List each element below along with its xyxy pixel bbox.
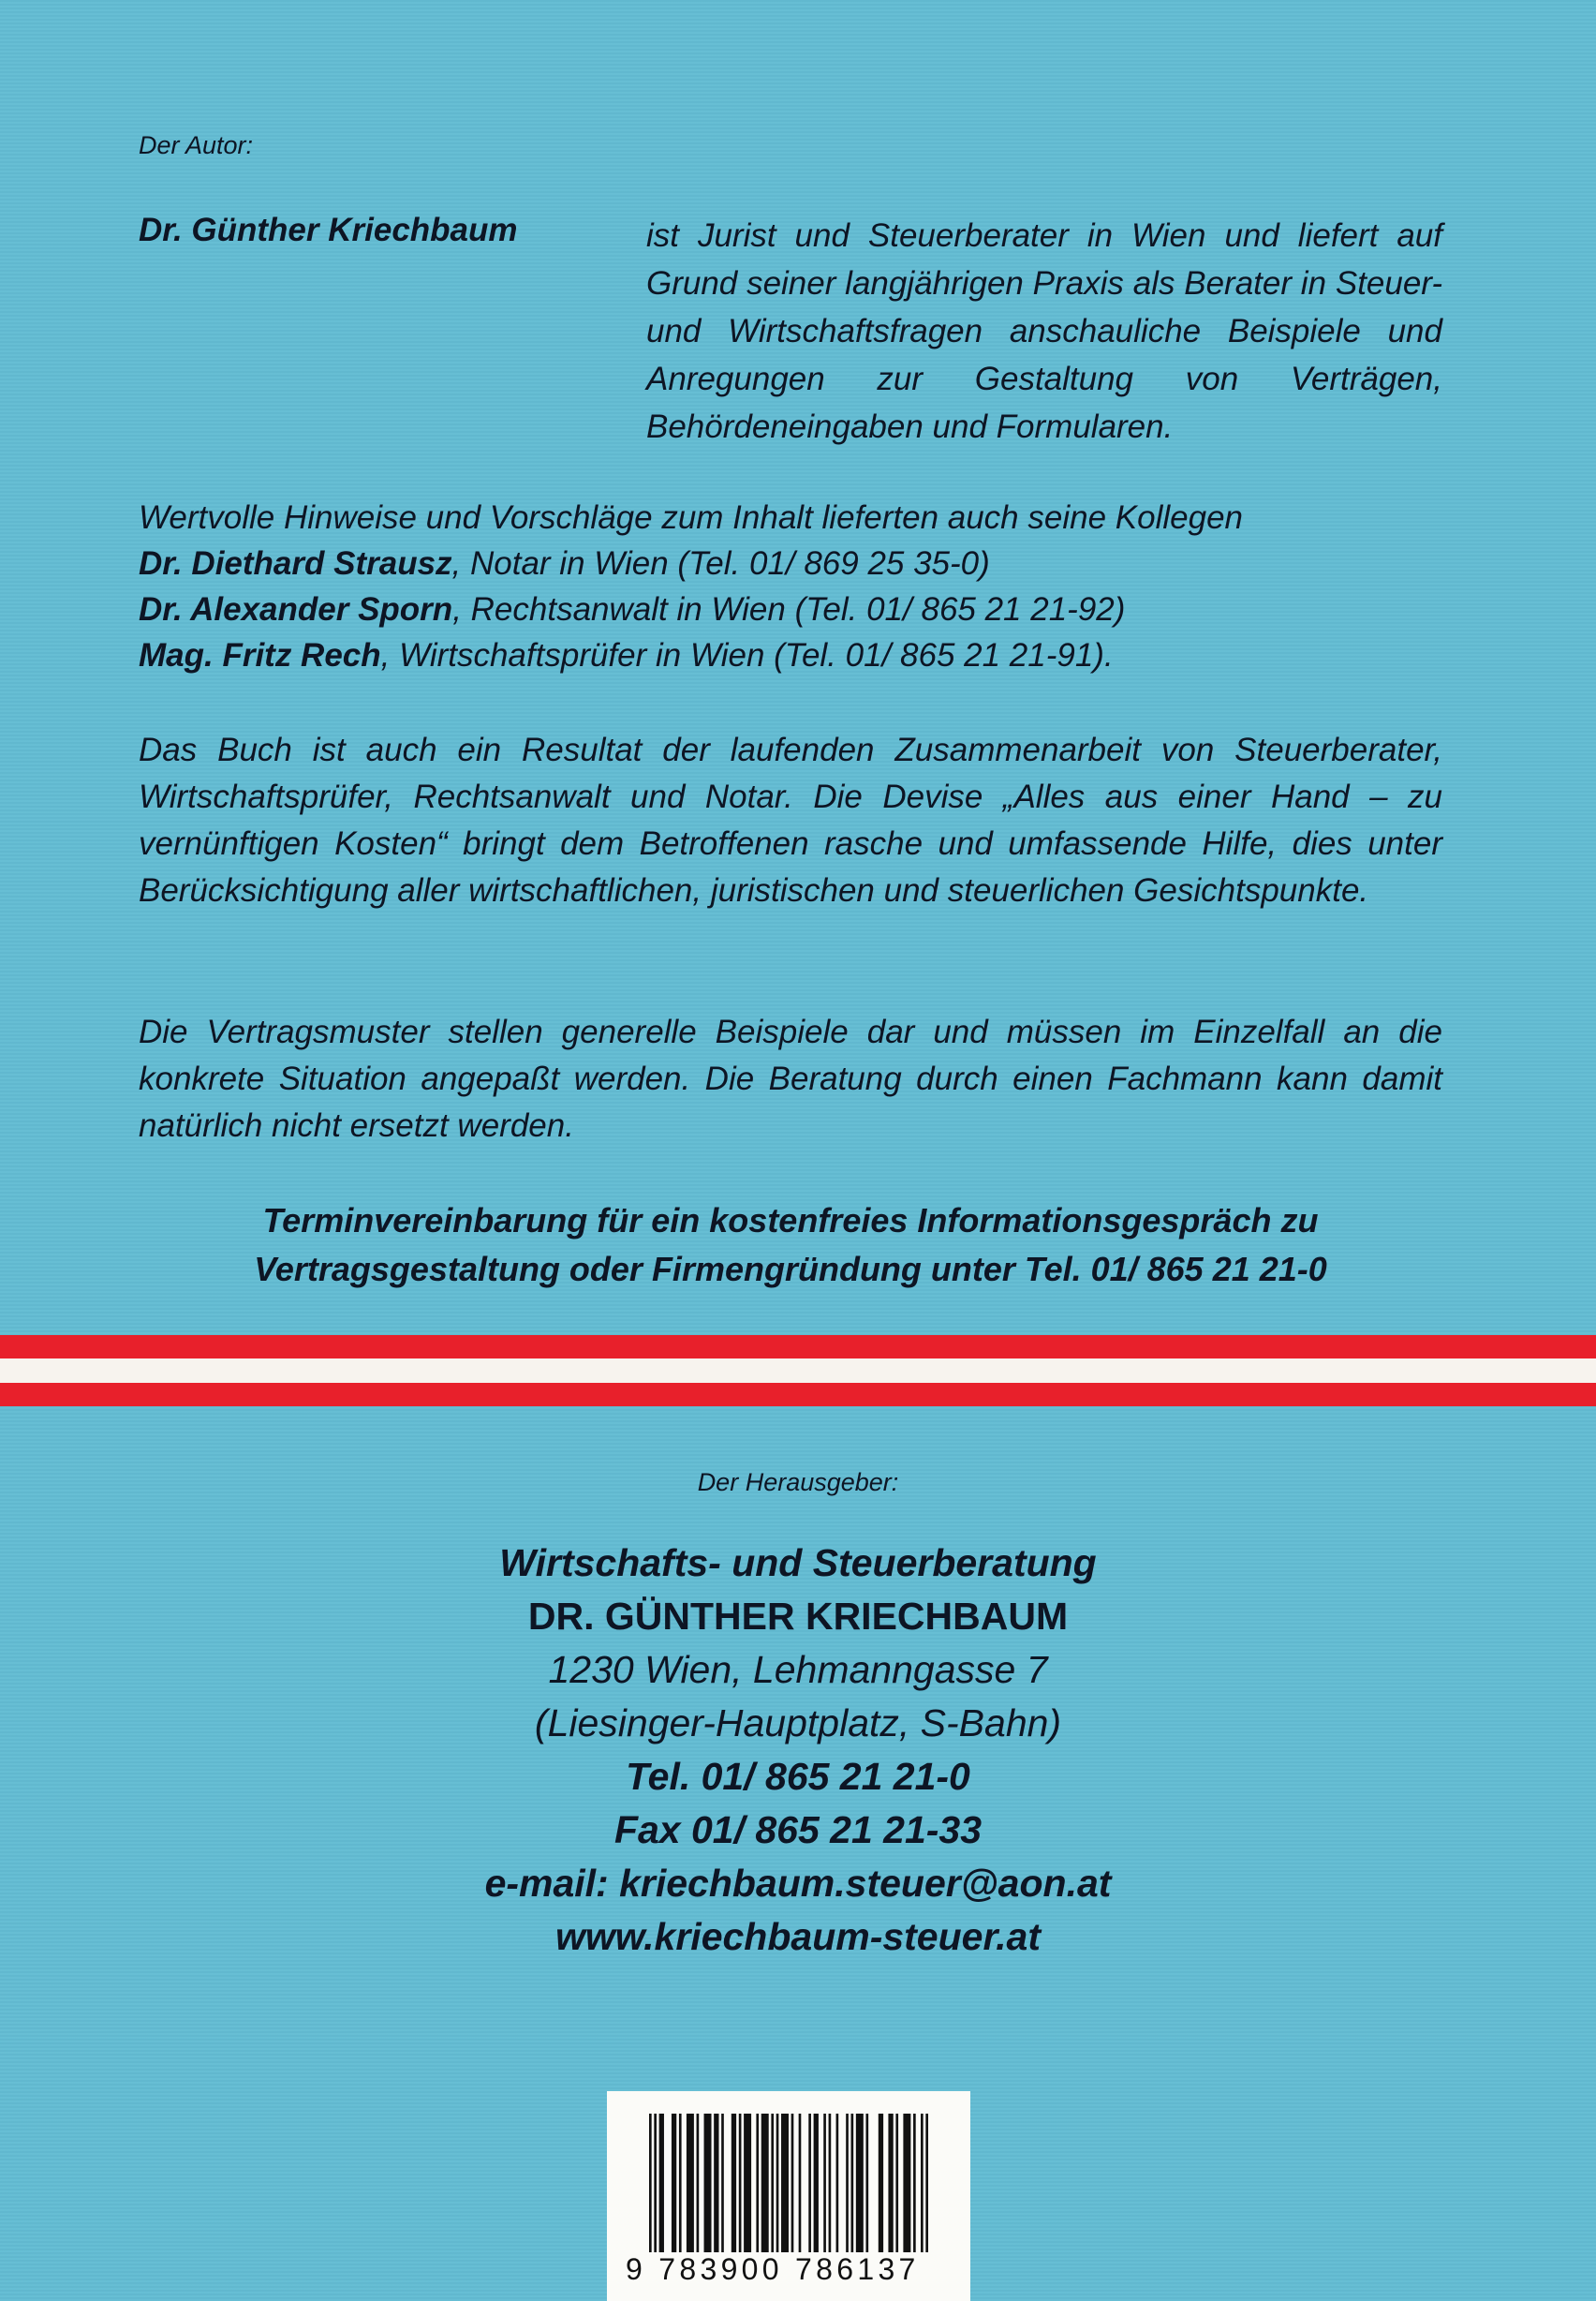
barcode-bar	[756, 2114, 759, 2252]
disclaimer-paragraph: Die Vertragsmuster stellen generelle Beispiele dar und müssen im Einzelfall an die konkrete Situation angepaßt werden. Die Beratung durch einen Fachmann kann damit natürlich nicht ersetzt werden.	[139, 1014, 1442, 1144]
colleague-entry	[139, 586, 1442, 632]
barcode-bar	[925, 2114, 928, 2252]
publisher-name: DR. GÜNTHER KRIECHBAUM	[527, 1595, 1069, 1638]
barcode-bar	[679, 2114, 682, 2252]
cta-line-2: Vertragsgestaltung oder Firmengründung unter Tel. 01/ 865 21 21-0	[254, 1250, 1327, 1288]
barcode-bar	[791, 2114, 794, 2252]
publisher-website: www.kriechbaum-steuer.at	[555, 1915, 1041, 1958]
barcode-bar	[846, 2114, 849, 2252]
colleague-entry	[139, 541, 1442, 586]
collaboration-paragraph: Das Buch ist auch ein Resultat der laufenden Zusammenarbeit von Steuerberater, Wirtschaftsprüfer, Rechtsanwalt und Notar. Die Devise „Alles aus einer Hand – zu vernünftigen Kosten“ bringt dem Betroffenen rasche und umfassende Hilfe, dies unter Berücksichtigung aller wirtschaftlichen, juristischen und steuerlichen Gesichtspunkte.	[139, 732, 1442, 909]
barcode-bar	[808, 2114, 811, 2252]
isbn-number: 9 783900 786137	[626, 2252, 920, 2286]
barcode-bar	[921, 2114, 924, 2252]
flag-white-stripe	[0, 1358, 1596, 1382]
barcode-bar	[823, 2114, 826, 2252]
barcode-bar	[732, 2114, 736, 2252]
barcode-bar	[654, 2114, 657, 2252]
colleague-detail: , Wirtschaftsprüfer in Wien (Tel. 01/ 865 21 21-91).	[380, 637, 1114, 674]
colleague-entry	[139, 632, 1442, 678]
barcode-bar	[704, 2114, 712, 2252]
colleagues-intro: Wertvolle Hinweise und Vorschläge zum Inhalt lieferten auch seine Kollegen	[139, 499, 1243, 536]
barcode-bar	[697, 2114, 700, 2252]
barcode-bar	[714, 2114, 718, 2252]
publisher-fax: Fax 01/ 865 21 21-33	[613, 1808, 983, 1851]
barcode-bar	[687, 2114, 694, 2252]
author-name: Dr. Günther Kriechbaum	[139, 212, 518, 248]
barcode-bar	[851, 2114, 854, 2252]
publisher-phone: Tel. 01/ 865 21 21-0	[626, 1755, 970, 1798]
publisher-block	[0, 1536, 1596, 1964]
barcode-bars	[649, 2114, 928, 2252]
barcode-bar	[865, 2114, 868, 2252]
barcode-bar	[903, 2114, 910, 2252]
barcode-bar	[913, 2114, 916, 2252]
barcode-bar	[739, 2114, 742, 2252]
barcode-bar	[856, 2114, 864, 2252]
barcode-bar	[771, 2114, 774, 2252]
barcode-bar	[776, 2114, 779, 2252]
publisher-firm: Wirtschafts- und Steuerberatung	[499, 1541, 1097, 1584]
colleague-detail: , Rechtsanwalt in Wien (Tel. 01/ 865 21 21-92)	[452, 591, 1126, 628]
publisher-address: 1230 Wien, Lehmanngasse 7	[548, 1648, 1048, 1691]
colleagues-block	[139, 495, 1442, 678]
barcode-bar	[836, 2114, 839, 2252]
appointment-call-to-action	[139, 1196, 1442, 1294]
barcode-bar	[888, 2114, 893, 2252]
author-section-label: Der Autor:	[139, 131, 254, 159]
barcode-bar	[879, 2114, 883, 2252]
flag-red-stripe	[0, 1335, 1596, 1358]
colleague-name: Dr. Alexander Sporn	[139, 591, 453, 628]
author-bio: ist Jurist und Steuerberater in Wien und liefert auf Grund seiner langjährigen Praxis als Berater in Steuer- und Wirtschaftsfragen anschauliche Beispiele und Anregungen zur Gestaltung von Verträgen, Behördeneingaben und Formularen.	[646, 217, 1442, 445]
austrian-flag-stripe	[0, 1335, 1596, 1406]
colleague-name: Mag. Fritz Rech	[139, 637, 381, 674]
barcode-bar	[744, 2114, 751, 2252]
colleague-name: Dr. Diethard Strausz	[139, 545, 452, 582]
barcode-bar	[672, 2114, 676, 2252]
publisher-address-note: (Liesinger-Hauptplatz, S-Bahn)	[534, 1701, 1062, 1744]
barcode-bar	[814, 2114, 819, 2252]
barcode-bar	[781, 2114, 789, 2252]
barcode-bar	[659, 2114, 664, 2252]
barcode-bar	[895, 2114, 898, 2252]
barcode-bar	[721, 2114, 724, 2252]
publisher-email: e-mail: kriechbaum.steuer@aon.at	[484, 1862, 1112, 1905]
isbn-barcode	[607, 2091, 970, 2301]
flag-red-stripe	[0, 1383, 1596, 1406]
publisher-section-label: Der Herausgeber:	[697, 1468, 899, 1496]
barcode-bar	[799, 2114, 802, 2252]
barcode-bar	[649, 2114, 652, 2252]
barcode-bar	[761, 2114, 769, 2252]
barcode-bar	[829, 2114, 832, 2252]
cta-line-1: Terminvereinbarung für ein kostenfreies Informationsgespräch zu	[262, 1201, 1319, 1240]
colleague-detail: , Notar in Wien (Tel. 01/ 869 25 35-0)	[451, 545, 990, 582]
